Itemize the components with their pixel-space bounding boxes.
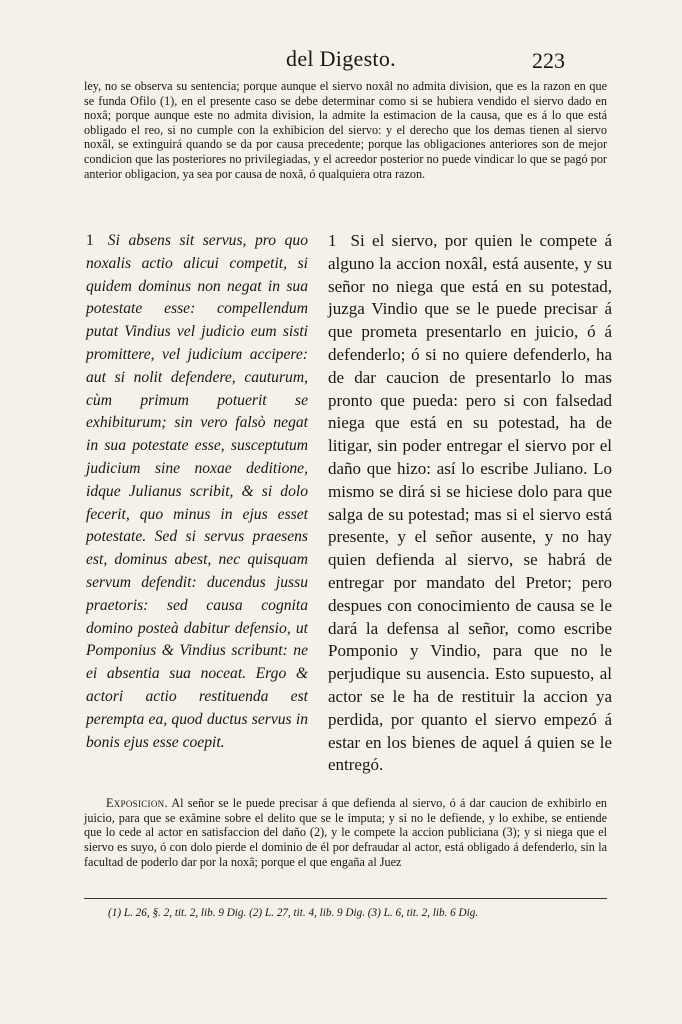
footnotes: (1) L. 26, §. 2, tit. 2, lib. 9 Dig. (2) L. 27, tit. 4, lib. 9 Dig. (3) L. 6, tit. 2, lib. 6 Dig. [108,907,479,919]
spanish-paragraph-number: 1 [328,231,337,250]
footnote-divider [84,898,607,899]
latin-column [86,230,308,754]
latin-text: Si absens sit servus, pro quo noxalis actio alicui competit, si quidem dominus non negat in sua potestate esse: compellendum putat Vindius vel judicio eum sisti promittere, vel judicium accipere: aut si nolit defendere, cauturum, cùm primum potuerit se exhibiturum; sin vero falsò negat in sua potestate esse, susceptutum judicium sine noxae deditione, idque Julianus scribit, & si dolo fecerit, quo minus in ejus esset potestate. Sed si servus praesens est, dominus abest, nec quisquam servum defendit: ducendus jussu praetoris: sed causa cognita domino posteà dabitur defensio, ut Pomponius & Vindius scribunt: ne ei absentia sua noceat. Ergo & actori actio restituenda est peremptа ea, quod ductus servus in bonis ejus esse coepit. [86,232,308,751]
intro-paragraph: ley, no se observa su sentencia; porque aunque el siervo noxâl no admita division, que es la razon en que se funda Ofilo (1), en el presente caso se debe determinar como si se hubiera vendido el siervo dado en noxâ; porque aunque este no admita division, la admite la estimacion de la causa, que es á lo que está obligado el reo, si no cumple con la exhibicion del siervo: y el derecho que los demas tienen al siervo noxâl, se extinguirá quando se da por causa precedente; porque las obligaciones anteriores son de mejor condicion que las posteriores no privilegiadas, y el acreedor posterior no puede vindicar lo que se pagó por anterior obligacion, ya sea por causa de noxâ, ó qualquiera otra razon. [84,79,607,181]
exposicion-label: Exposicion. [106,796,168,810]
spanish-column [328,230,612,777]
latin-paragraph-number: 1 [86,232,94,249]
page-number: 223 [532,48,565,73]
running-header: del Digesto. [286,46,396,71]
exposicion-text: Al señor se le puede precisar á que defienda al siervo, ó á dar caucion de exhibirlo en juicio, para que se exâmine sobre el delito que se le imputa; y si no le defiende, y lo exhibe, se entiende que lo cede al actor en satisfaccion del daño (2), y le compete la accion publiciana (3); y si niega que el siervo es suyo, ó con dolo pierde el dominio de él por defraudar al actor, está obligado á defenderlo, sin la facultad de poderlo dar por la noxâ; porque el que engaña al Juez [84,796,607,869]
exposicion-paragraph [84,796,607,870]
spanish-text: Si el siervo, por quien le compete á alguno la accion noxâl, está ausente, y su señor no niega que está en su potestad, juzga Vindio que se le puede precisar á que prometa presentarlo en juicio, ó á defenderlo; ó si no quiere defenderlo, ha de dar caucion de presentarlo lo mas pronto que pueda: pero si con falsedad niega que está en su potestad, ha de litigar, sin poder entregar el siervo por el daño que hizo: así lo escribe Juliano. Lo mismo se dirá si se hiciese dolo para que salga de su potestad; mas si el siervo está presente, y el señor ausente, y no hay quien defienda al siervo, se habrá de entregar por mandato del Pretor; pero despues con conocimiento de causa se le dará la defensa al señor, como escribe Pomponio y Vindio, para que no le perjudique su ausencia. Esto supuesto, al actor se le ha de restituir la accion ya perdida, por quanto el siervo empezó á estar en los bienes de aquel á quien se le entregó. [328,231,612,775]
